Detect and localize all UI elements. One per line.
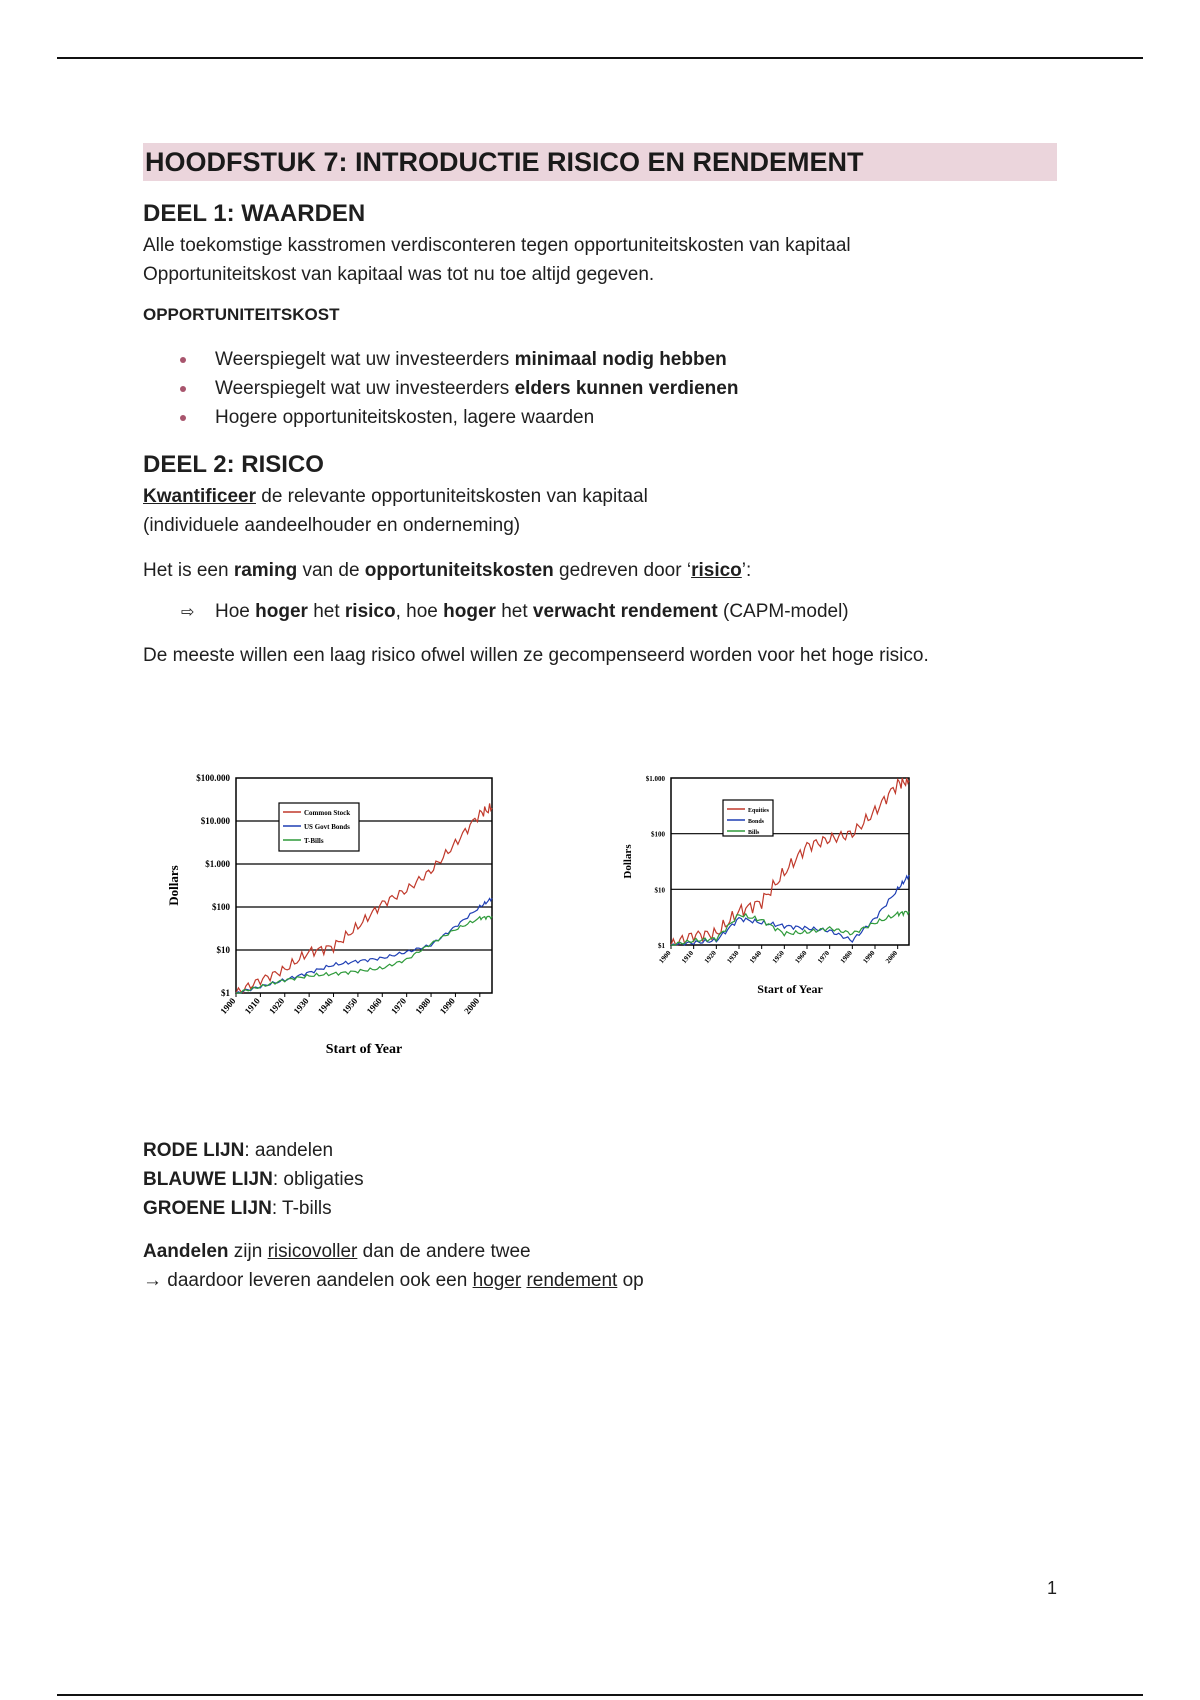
legend-entry: Equities <box>748 808 770 814</box>
chart-world-returns <box>603 758 933 1008</box>
quantify-line: Kwantificeer de relevante opportuniteitskosten van kapitaal <box>143 486 648 507</box>
quantify-line2: (individuele aandeelhouder en onderneming) <box>143 515 521 536</box>
bullet-item: Weerspiegelt wat uw investeerders elders kunnen verdienen <box>215 374 1057 403</box>
x-tick-label: 1900 <box>218 995 238 1017</box>
chart-usa-returns <box>143 758 523 1078</box>
bullet-item: Weerspiegelt wat uw investeerders minimaal nodig hebben <box>215 345 1057 374</box>
charts-area <box>143 758 1057 1078</box>
section1-line1: Alle toekomstige kasstromen verdisconteren tegen opportuniteitskosten van kapitaal <box>143 235 851 256</box>
blue-line-label: BLAUWE LIJN: obligaties <box>143 1169 364 1190</box>
y-tick-label: $10.000 <box>200 816 230 826</box>
arrow-right-icon: ⇨ <box>181 604 195 621</box>
plot-frame <box>236 778 492 993</box>
x-tick-label: 1990 <box>437 995 457 1017</box>
opportunity-cost-list <box>143 345 1057 432</box>
page-number: 1 <box>1046 1578 1057 1598</box>
x-tick-label: 1970 <box>816 949 832 966</box>
x-tick-label: 1910 <box>680 949 696 966</box>
lines-explanation <box>143 1136 1057 1295</box>
y-tick-label: $100 <box>212 902 230 912</box>
x-tick-label: 2000 <box>884 949 900 966</box>
x-tick-label: 1980 <box>838 949 854 966</box>
legend-entry: US Govt Bonds <box>304 823 350 831</box>
x-tick-label: 1980 <box>413 995 433 1017</box>
x-tick-label: 1930 <box>291 995 311 1017</box>
x-tick-label: 1960 <box>793 949 809 966</box>
x-tick-label: 1990 <box>861 949 877 966</box>
legend-entry: Common Stock <box>304 809 351 817</box>
x-tick-label: 1910 <box>242 995 262 1017</box>
legend-entry: Bonds <box>748 819 765 825</box>
bullet-dot-icon <box>180 357 186 363</box>
red-line-label: RODE LIJN: aandelen <box>143 1140 334 1161</box>
bullet-dot-icon <box>180 415 186 421</box>
y-tick-label: $1.000 <box>205 859 230 869</box>
x-tick-label: 1920 <box>267 995 287 1017</box>
y-tick-label: $100.000 <box>196 773 230 783</box>
capm-line: ⇨ Hoe hoger het risico, hoe hoger het verwacht rendement (CAPM-model) <box>181 597 1057 627</box>
x-tick-label: 1940 <box>315 995 336 1017</box>
header-rule <box>57 57 1143 59</box>
y-tick-label: $100 <box>651 830 665 839</box>
y-tick-label: $10 <box>654 886 665 895</box>
green-line-label: GROENE LIJN: T-bills <box>143 1198 332 1219</box>
x-tick-label: 1940 <box>748 949 764 966</box>
estimate-line: Het is een raming van de opportuniteitskosten gedreven door ‘risico’: <box>143 560 752 581</box>
section1-line2: Opportuniteitskost van kapitaal was tot nu toe altijd gegeven. <box>143 264 655 285</box>
x-tick-label: 1930 <box>725 949 741 966</box>
y-axis-label: Dollars <box>622 844 634 879</box>
bullet-dot-icon <box>180 386 186 392</box>
x-axis-label: Start of Year <box>757 982 823 996</box>
legend-entry: T-Bills <box>304 837 324 845</box>
section1-heading: DEEL 1: WAARDEN <box>143 200 366 227</box>
x-tick-label: 1900 <box>657 949 673 966</box>
page-content <box>143 143 1057 670</box>
section2-heading: DEEL 2: RISICO <box>143 451 324 478</box>
legend-entry: Bills <box>748 830 760 836</box>
closing-line: De meeste willen een laag risico ofwel willen ze gecompenseerd worden voor het hoge risico. <box>143 645 929 666</box>
y-tick-label: $1 <box>221 988 230 998</box>
bullet-item: Hogere opportuniteitskosten, lagere waarden <box>215 403 1057 432</box>
x-tick-label: 1970 <box>388 995 409 1017</box>
chapter-title: HOODFSTUK 7: INTRODUCTIE RISICO EN RENDEMENT <box>143 143 1057 181</box>
x-tick-label: 2000 <box>462 995 482 1017</box>
conclusion-line2: → daardoor leveren aandelen ook een hoger rendement op <box>143 1270 644 1291</box>
x-tick-label: 1960 <box>364 995 384 1017</box>
conclusion-line1: Aandelen zijn risicovoller dan de andere twee <box>143 1241 531 1262</box>
y-tick-label: $1 <box>658 942 665 950</box>
x-tick-label: 1950 <box>340 995 360 1017</box>
opportunity-cost-subheading: OPPORTUNITEITSKOST <box>143 305 340 324</box>
x-axis-label: Start of Year <box>325 1042 403 1057</box>
y-axis-label: Dollars <box>166 865 181 906</box>
footer-rule <box>57 1694 1143 1696</box>
x-tick-label: 1920 <box>702 949 718 966</box>
x-tick-label: 1950 <box>770 949 786 966</box>
y-tick-label: $1.000 <box>645 775 665 783</box>
arrow-right-icon: → <box>143 1270 162 1291</box>
y-tick-label: $10 <box>216 945 230 955</box>
